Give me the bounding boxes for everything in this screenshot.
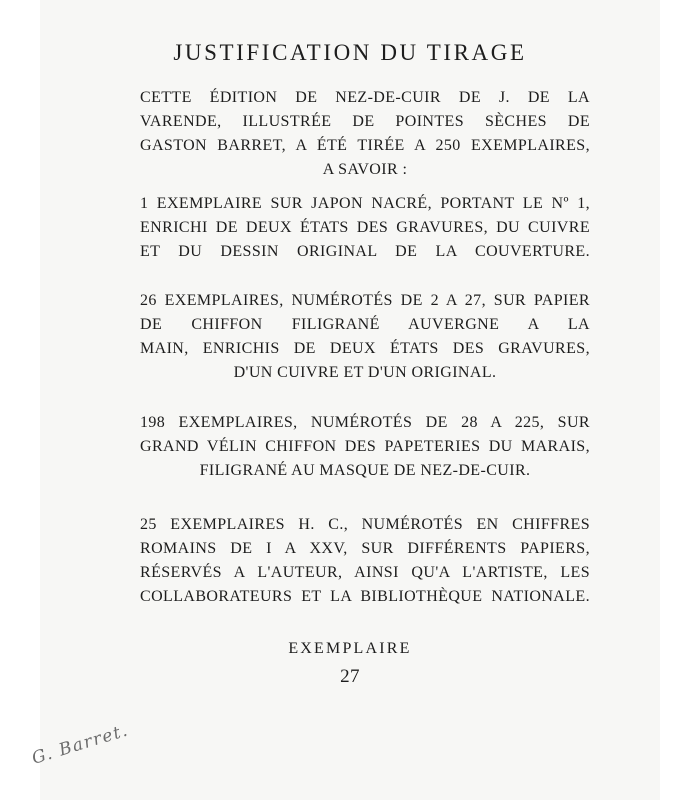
text-line: COLLABORATEURS ET LA BIBLIOTHÈQUE NATIONALE. (140, 588, 590, 605)
text-line: 26 EXEMPLAIRES, NUMÉROTÉS DE 2 A 27, SUR PAPIER (140, 292, 590, 309)
text-line: D'UN CUIVRE ET D'UN ORIGINAL. (233, 364, 497, 381)
text-line: VARENDE, ILLUSTRÉE DE POINTES SÈCHES DE (140, 113, 590, 130)
text-line: CETTE ÉDITION DE NEZ-DE-CUIR DE J. DE LA (140, 89, 590, 106)
paragraph-velin-copies (140, 411, 590, 483)
paragraph-chiffon-copies (140, 289, 590, 385)
text-line: ROMAINS DE I A XXV, SUR DIFFÉRENTS PAPIERS, (140, 540, 590, 557)
signature-text: G. Barret. (29, 720, 132, 769)
text-line: MAIN, ENRICHIS DE DEUX ÉTATS DES GRAVURES, (140, 340, 590, 357)
text-line: GASTON BARRET, A ÉTÉ TIRÉE A 250 EXEMPLAIRES, (140, 137, 590, 154)
text-line: RÉSERVÉS A L'AUTEUR, AINSI QU'A L'ARTISTE, LES (140, 564, 590, 581)
colophon-page (40, 0, 660, 800)
paragraph-japon-copy (140, 192, 590, 264)
page-title: JUSTIFICATION DU TIRAGE (173, 40, 527, 65)
text-line: FILIGRANÉ AU MASQUE DE NEZ-DE-CUIR. (199, 462, 531, 479)
text-line: ET DU DESSIN ORIGINAL DE LA COUVERTURE. (140, 243, 590, 260)
copy-label: EXEMPLAIRE (288, 640, 412, 657)
text-line: GRAND VÉLIN CHIFFON DES PAPETERIES DU MARAIS, (140, 438, 590, 455)
paragraph-edition (140, 86, 590, 182)
text-line: ENRICHI DE DEUX ÉTATS DES GRAVURES, DU CUIVRE (140, 219, 590, 236)
text-line: DE CHIFFON FILIGRANÉ AUVERGNE A LA (140, 316, 590, 333)
paragraph-hc-copies (140, 513, 590, 609)
signature-icon (26, 706, 176, 776)
text-line: 25 EXEMPLAIRES H. C., NUMÉROTÉS EN CHIFFRES (140, 516, 590, 533)
copy-number: 27 (340, 666, 360, 687)
text-line: 1 EXEMPLAIRE SUR JAPON NACRÉ, PORTANT LE Nº 1, (140, 195, 590, 212)
text-line: 198 EXEMPLAIRES, NUMÉROTÉS DE 28 A 225, SUR (140, 414, 590, 431)
text-line: A SAVOIR : (322, 161, 408, 178)
